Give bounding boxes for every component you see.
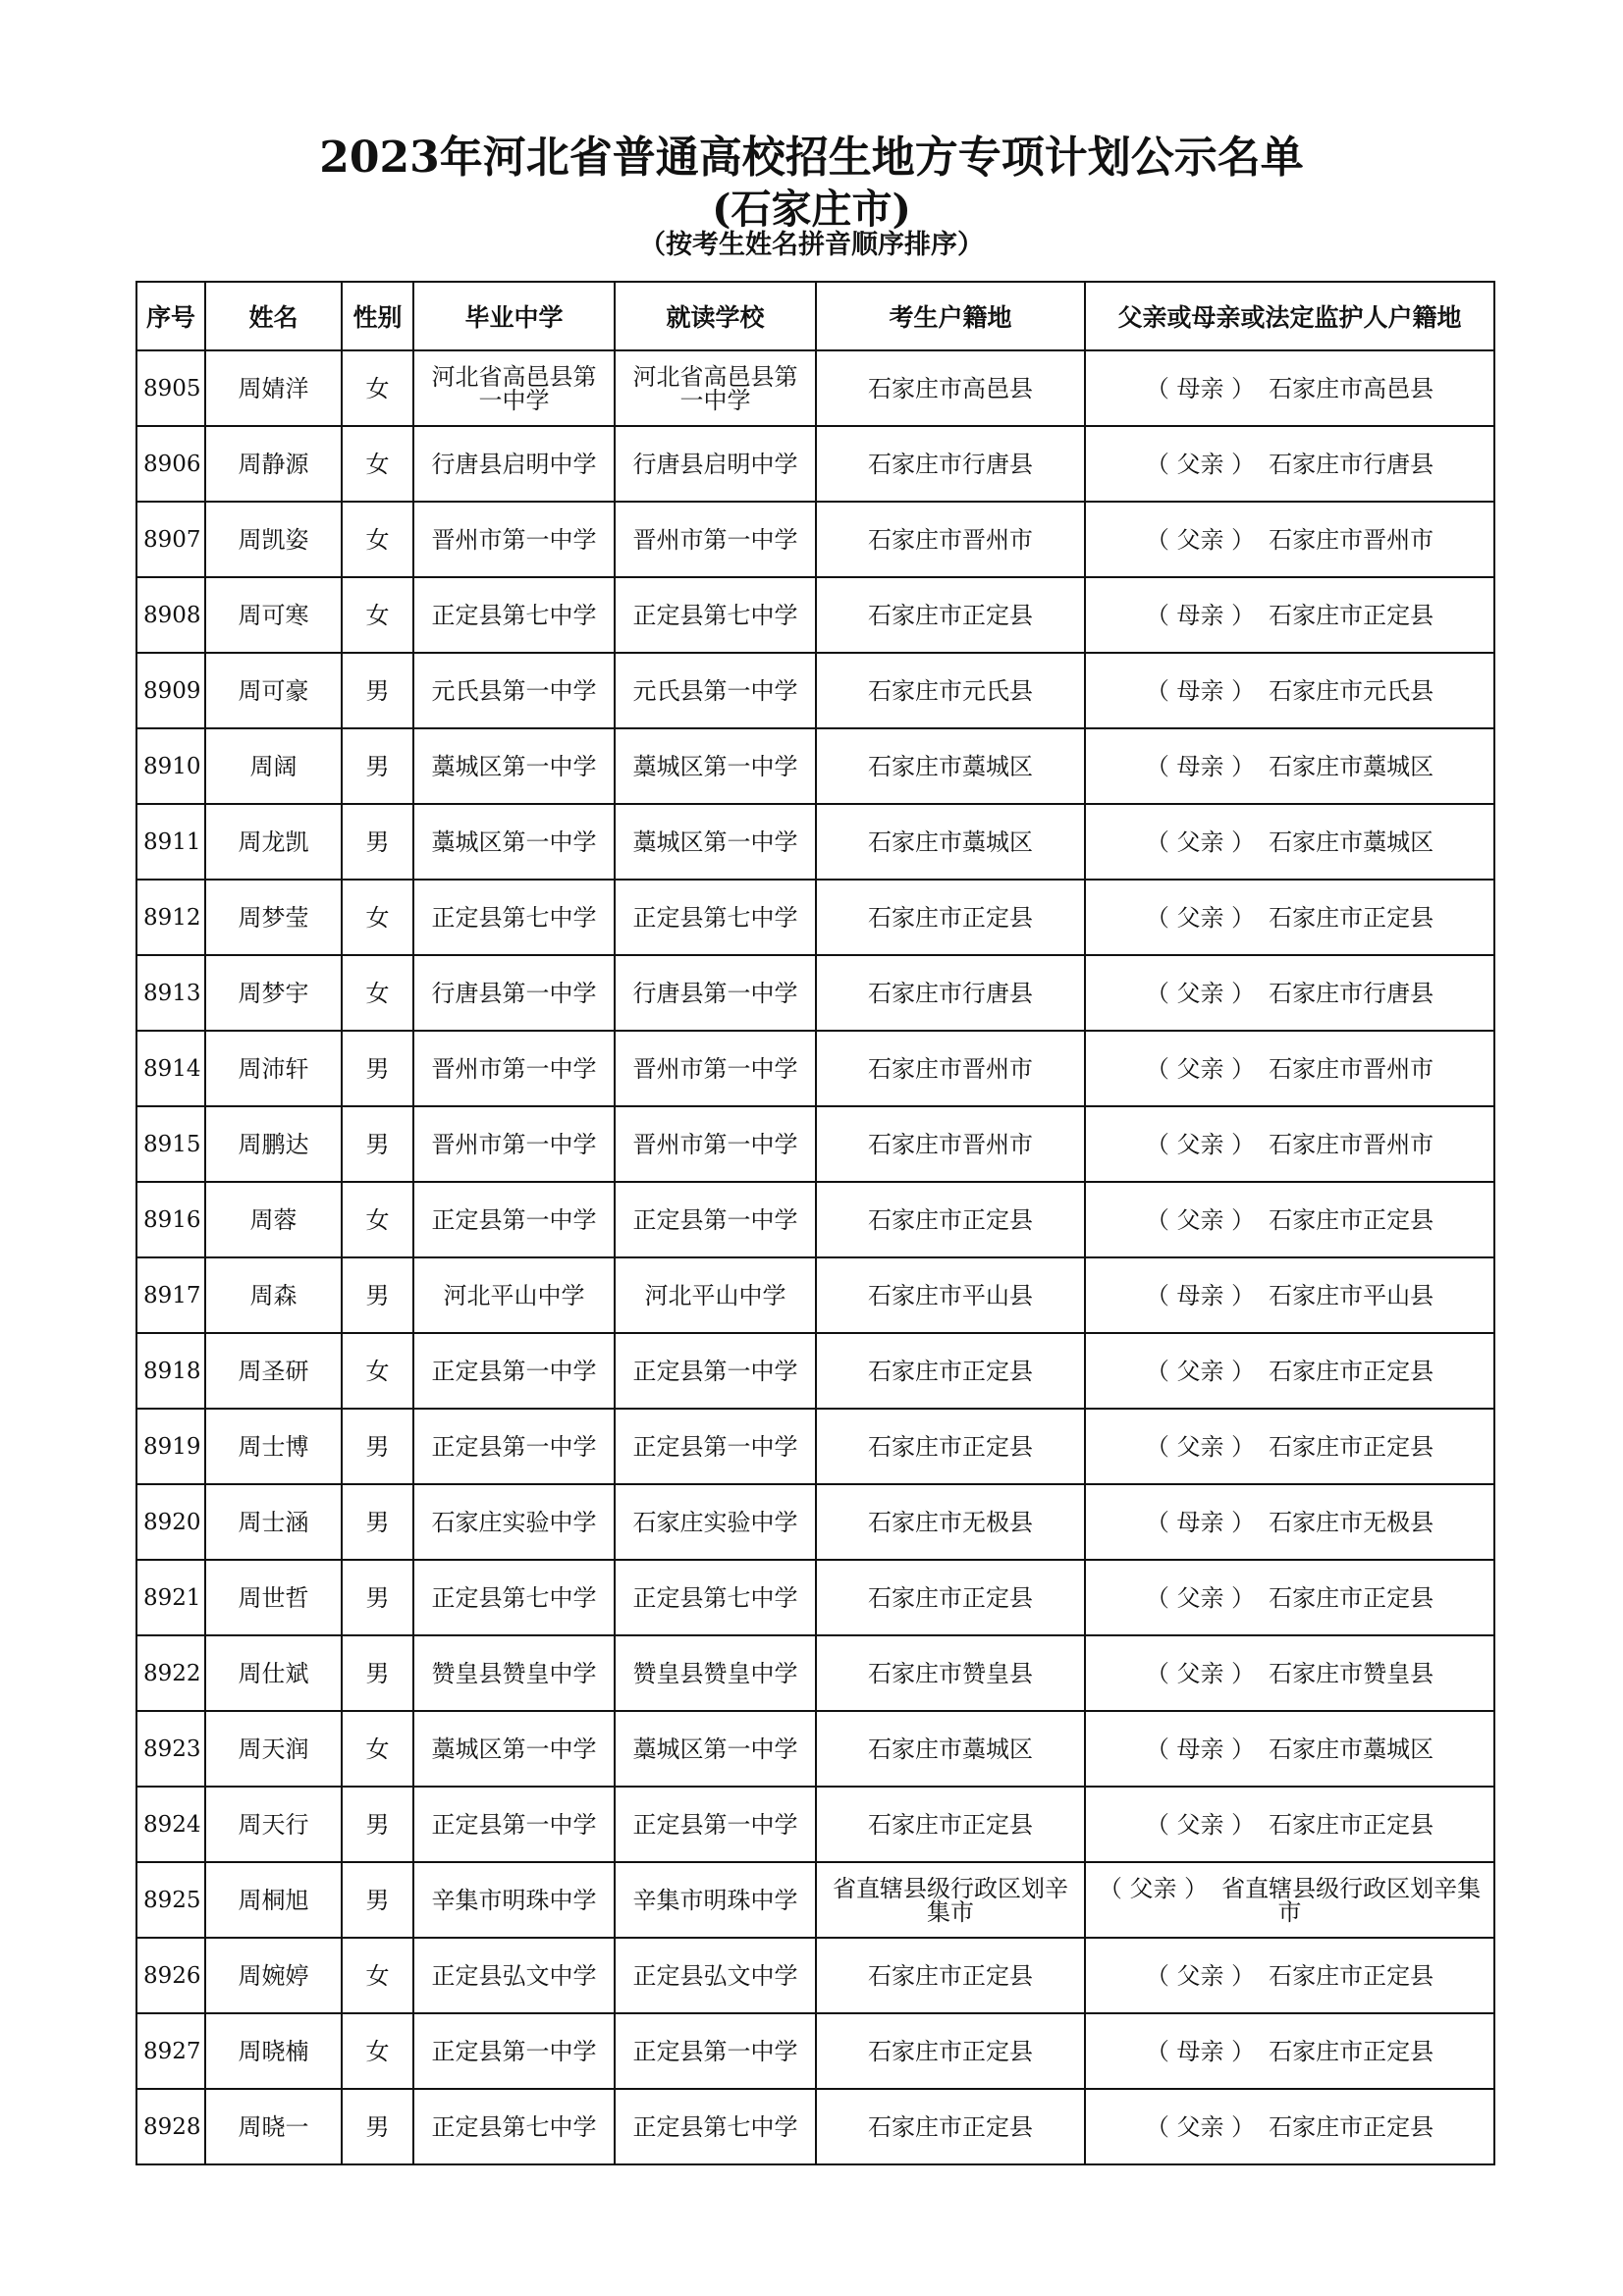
cell-current-school: 晋州市第一中学 bbox=[615, 1106, 816, 1182]
guardian-relation: （ 父亲 ） bbox=[1145, 1810, 1256, 1839]
cell-guardian bbox=[1085, 350, 1494, 426]
cell-current-school: 正定县第一中学 bbox=[615, 2013, 816, 2089]
cell-grad-school: 正定县第七中学 bbox=[413, 880, 615, 955]
guardian-place: 石家庄市晋州市 bbox=[1269, 1130, 1434, 1158]
cell-guardian bbox=[1085, 2089, 1494, 2164]
cell-gender: 女 bbox=[342, 1938, 413, 2013]
cell-grad-school: 正定县第一中学 bbox=[413, 1333, 615, 1409]
cell-guardian bbox=[1085, 955, 1494, 1031]
cell-gender: 女 bbox=[342, 502, 413, 577]
cell-current-school: 正定县弘文中学 bbox=[615, 1938, 816, 2013]
cell-grad-school: 辛集市明珠中学 bbox=[413, 1862, 615, 1938]
cell-name: 周世哲 bbox=[205, 1560, 342, 1635]
header-guardian-residence: 父亲或母亲或法定监护人户籍地 bbox=[1085, 282, 1494, 350]
cell-gender: 男 bbox=[342, 1257, 413, 1333]
page-subtitle: (石家庄市) bbox=[712, 186, 911, 233]
cell-seq: 8921 bbox=[136, 1560, 205, 1635]
table-row bbox=[136, 1106, 1494, 1182]
cell-guardian bbox=[1085, 577, 1494, 653]
cell-gender: 女 bbox=[342, 1182, 413, 1257]
cell-residence: 石家庄市赞皇县 bbox=[816, 1635, 1085, 1711]
cell-current-school: 元氏县第一中学 bbox=[615, 653, 816, 728]
cell-current-school: 正定县第一中学 bbox=[615, 1182, 816, 1257]
cell-guardian bbox=[1085, 426, 1494, 502]
table-row bbox=[136, 2013, 1494, 2089]
guardian-relation: （ 父亲 ） bbox=[1145, 1432, 1256, 1461]
cell-seq: 8908 bbox=[136, 577, 205, 653]
cell-grad-school: 正定县第一中学 bbox=[413, 1182, 615, 1257]
guardian-place: 石家庄市藁城区 bbox=[1269, 1735, 1434, 1763]
cell-grad-school: 晋州市第一中学 bbox=[413, 1106, 615, 1182]
cell-current-school: 石家庄实验中学 bbox=[615, 1484, 816, 1560]
cell-guardian bbox=[1085, 1635, 1494, 1711]
guardian-relation: （ 父亲 ） bbox=[1145, 525, 1256, 554]
cell-seq: 8916 bbox=[136, 1182, 205, 1257]
cell-current-school: 正定县第一中学 bbox=[615, 1333, 816, 1409]
table-row bbox=[136, 350, 1494, 426]
header-grad-school: 毕业中学 bbox=[413, 282, 615, 350]
cell-current-school: 藁城区第一中学 bbox=[615, 1711, 816, 1787]
cell-residence: 省直辖县级行政区划辛集市 bbox=[816, 1862, 1085, 1938]
table-row bbox=[136, 728, 1494, 804]
table-row bbox=[136, 1862, 1494, 1938]
guardian-relation: （ 父亲 ） bbox=[1145, 903, 1256, 932]
guardian-place: 石家庄市高邑县 bbox=[1269, 374, 1434, 402]
table-row bbox=[136, 653, 1494, 728]
guardian-place: 石家庄市藁城区 bbox=[1269, 752, 1434, 780]
cell-name: 周晓一 bbox=[205, 2089, 342, 2164]
cell-gender: 女 bbox=[342, 955, 413, 1031]
guardian-relation: （ 母亲 ） bbox=[1145, 752, 1256, 780]
cell-current-school: 晋州市第一中学 bbox=[615, 1031, 816, 1106]
cell-grad-school: 正定县第一中学 bbox=[413, 2013, 615, 2089]
cell-name: 周阔 bbox=[205, 728, 342, 804]
cell-guardian bbox=[1085, 804, 1494, 880]
guardian-relation: （ 父亲 ） bbox=[1145, 1205, 1256, 1234]
cell-name: 周天润 bbox=[205, 1711, 342, 1787]
table-row bbox=[136, 1257, 1494, 1333]
guardian-relation: （ 父亲 ） bbox=[1098, 1874, 1209, 1902]
guardian-place: 石家庄市赞皇县 bbox=[1269, 1659, 1434, 1687]
cell-name: 周梦宇 bbox=[205, 955, 342, 1031]
cell-name: 周士涵 bbox=[205, 1484, 342, 1560]
guardian-relation: （ 母亲 ） bbox=[1145, 374, 1256, 402]
guardian-relation: （ 父亲 ） bbox=[1145, 2112, 1256, 2141]
page-title: 2023年河北省普通高校招生地方专项计划公示名单 bbox=[319, 133, 1304, 183]
cell-grad-school: 藁城区第一中学 bbox=[413, 728, 615, 804]
cell-residence: 石家庄市行唐县 bbox=[816, 955, 1085, 1031]
cell-grad-school: 晋州市第一中学 bbox=[413, 502, 615, 577]
cell-gender: 女 bbox=[342, 577, 413, 653]
cell-grad-school: 正定县第一中学 bbox=[413, 1409, 615, 1484]
guardian-relation: （ 父亲 ） bbox=[1145, 1357, 1256, 1385]
cell-residence: 石家庄市正定县 bbox=[816, 2013, 1085, 2089]
cell-seq: 8915 bbox=[136, 1106, 205, 1182]
guardian-place: 石家庄市正定县 bbox=[1269, 1810, 1434, 1839]
guardian-place: 石家庄市平山县 bbox=[1269, 1281, 1434, 1309]
cell-name: 周可豪 bbox=[205, 653, 342, 728]
cell-gender: 男 bbox=[342, 1484, 413, 1560]
cell-gender: 女 bbox=[342, 1711, 413, 1787]
cell-grad-school: 正定县第七中学 bbox=[413, 577, 615, 653]
guardian-place: 石家庄市元氏县 bbox=[1269, 676, 1434, 705]
cell-name: 周晓楠 bbox=[205, 2013, 342, 2089]
cell-gender: 男 bbox=[342, 728, 413, 804]
cell-grad-school: 河北平山中学 bbox=[413, 1257, 615, 1333]
cell-residence: 石家庄市藁城区 bbox=[816, 804, 1085, 880]
table-row bbox=[136, 1938, 1494, 2013]
cell-residence: 石家庄市晋州市 bbox=[816, 1031, 1085, 1106]
cell-residence: 石家庄市元氏县 bbox=[816, 653, 1085, 728]
cell-name: 周龙凯 bbox=[205, 804, 342, 880]
table-row bbox=[136, 577, 1494, 653]
cell-grad-school: 正定县弘文中学 bbox=[413, 1938, 615, 2013]
cell-name: 周天行 bbox=[205, 1787, 342, 1862]
guardian-relation: （ 父亲 ） bbox=[1145, 828, 1256, 856]
guardian-place: 石家庄市无极县 bbox=[1269, 1508, 1434, 1536]
header-current-school: 就读学校 bbox=[615, 282, 816, 350]
table-row bbox=[136, 426, 1494, 502]
cell-grad-school: 正定县第一中学 bbox=[413, 1787, 615, 1862]
header-seq: 序号 bbox=[136, 282, 205, 350]
cell-current-school: 河北平山中学 bbox=[615, 1257, 816, 1333]
cell-grad-school: 正定县第七中学 bbox=[413, 2089, 615, 2164]
guardian-relation: （ 母亲 ） bbox=[1145, 1281, 1256, 1309]
header-row bbox=[136, 282, 1494, 350]
cell-guardian bbox=[1085, 2013, 1494, 2089]
guardian-relation: （ 父亲 ） bbox=[1145, 1961, 1256, 1990]
cell-seq: 8918 bbox=[136, 1333, 205, 1409]
table-row bbox=[136, 2089, 1494, 2164]
cell-grad-school: 行唐县启明中学 bbox=[413, 426, 615, 502]
cell-name: 周鹏达 bbox=[205, 1106, 342, 1182]
cell-gender: 女 bbox=[342, 426, 413, 502]
cell-gender: 男 bbox=[342, 1635, 413, 1711]
guardian-relation: （ 母亲 ） bbox=[1145, 2037, 1256, 2065]
header-name: 姓名 bbox=[205, 282, 342, 350]
cell-name: 周森 bbox=[205, 1257, 342, 1333]
cell-current-school: 赞皇县赞皇中学 bbox=[615, 1635, 816, 1711]
cell-seq: 8926 bbox=[136, 1938, 205, 2013]
table-row bbox=[136, 502, 1494, 577]
guardian-place: 石家庄市正定县 bbox=[1269, 1961, 1434, 1990]
cell-guardian bbox=[1085, 653, 1494, 728]
cell-seq: 8928 bbox=[136, 2089, 205, 2164]
cell-name: 周静源 bbox=[205, 426, 342, 502]
cell-gender: 男 bbox=[342, 653, 413, 728]
guardian-relation: （ 父亲 ） bbox=[1145, 1659, 1256, 1687]
guardian-place: 石家庄市正定县 bbox=[1269, 1432, 1434, 1461]
guardian-relation: （ 母亲 ） bbox=[1145, 1508, 1256, 1536]
guardian-relation: （ 父亲 ） bbox=[1145, 1130, 1256, 1158]
cell-grad-school: 晋州市第一中学 bbox=[413, 1031, 615, 1106]
cell-name: 周可寒 bbox=[205, 577, 342, 653]
cell-seq: 8905 bbox=[136, 350, 205, 426]
cell-name: 周沛轩 bbox=[205, 1031, 342, 1106]
cell-residence: 石家庄市正定县 bbox=[816, 1787, 1085, 1862]
cell-grad-school: 正定县第七中学 bbox=[413, 1560, 615, 1635]
cell-seq: 8923 bbox=[136, 1711, 205, 1787]
guardian-place: 石家庄市行唐县 bbox=[1269, 450, 1434, 478]
guardian-place: 石家庄市正定县 bbox=[1269, 2112, 1434, 2141]
cell-residence: 石家庄市高邑县 bbox=[816, 350, 1085, 426]
cell-residence: 石家庄市正定县 bbox=[816, 577, 1085, 653]
cell-grad-school: 藁城区第一中学 bbox=[413, 804, 615, 880]
cell-seq: 8924 bbox=[136, 1787, 205, 1862]
cell-seq: 8910 bbox=[136, 728, 205, 804]
cell-guardian bbox=[1085, 1257, 1494, 1333]
cell-gender: 男 bbox=[342, 1106, 413, 1182]
cell-seq: 8922 bbox=[136, 1635, 205, 1711]
cell-gender: 男 bbox=[342, 1031, 413, 1106]
cell-current-school: 辛集市明珠中学 bbox=[615, 1862, 816, 1938]
cell-guardian bbox=[1085, 1862, 1494, 1938]
cell-seq: 8909 bbox=[136, 653, 205, 728]
guardian-relation: （ 父亲 ） bbox=[1145, 979, 1256, 1007]
cell-current-school: 藁城区第一中学 bbox=[615, 804, 816, 880]
cell-current-school: 正定县第七中学 bbox=[615, 2089, 816, 2164]
cell-seq: 8912 bbox=[136, 880, 205, 955]
guardian-place: 石家庄市晋州市 bbox=[1269, 525, 1434, 554]
cell-grad-school: 河北省高邑县第一中学 bbox=[413, 350, 615, 426]
header-residence: 考生户籍地 bbox=[816, 282, 1085, 350]
cell-guardian bbox=[1085, 1333, 1494, 1409]
cell-seq: 8920 bbox=[136, 1484, 205, 1560]
guardian-place: 石家庄市晋州市 bbox=[1269, 1054, 1434, 1083]
cell-gender: 男 bbox=[342, 1409, 413, 1484]
cell-seq: 8911 bbox=[136, 804, 205, 880]
table-row bbox=[136, 1333, 1494, 1409]
table-row bbox=[136, 1182, 1494, 1257]
cell-seq: 8927 bbox=[136, 2013, 205, 2089]
guardian-relation: （ 母亲 ） bbox=[1145, 601, 1256, 629]
cell-gender: 男 bbox=[342, 2089, 413, 2164]
cell-guardian bbox=[1085, 1031, 1494, 1106]
cell-residence: 石家庄市藁城区 bbox=[816, 728, 1085, 804]
cell-current-school: 行唐县第一中学 bbox=[615, 955, 816, 1031]
cell-guardian bbox=[1085, 728, 1494, 804]
guardian-place: 石家庄市正定县 bbox=[1269, 2037, 1434, 2065]
cell-residence: 石家庄市无极县 bbox=[816, 1484, 1085, 1560]
cell-gender: 男 bbox=[342, 1787, 413, 1862]
table-row bbox=[136, 1409, 1494, 1484]
cell-current-school: 正定县第七中学 bbox=[615, 577, 816, 653]
guardian-place: 石家庄市行唐县 bbox=[1269, 979, 1434, 1007]
cell-guardian bbox=[1085, 1409, 1494, 1484]
cell-name: 周士博 bbox=[205, 1409, 342, 1484]
cell-gender: 女 bbox=[342, 880, 413, 955]
cell-current-school: 正定县第一中学 bbox=[615, 1409, 816, 1484]
guardian-place: 石家庄市正定县 bbox=[1269, 1357, 1434, 1385]
guardian-relation: （ 父亲 ） bbox=[1145, 1583, 1256, 1612]
cell-name: 周圣研 bbox=[205, 1333, 342, 1409]
cell-seq: 8914 bbox=[136, 1031, 205, 1106]
cell-current-school: 河北省高邑县第一中学 bbox=[615, 350, 816, 426]
cell-guardian bbox=[1085, 502, 1494, 577]
guardian-place: 省直辖县级行政区划辛集市 bbox=[1221, 1874, 1482, 1926]
guardian-place: 石家庄市正定县 bbox=[1269, 903, 1434, 932]
cell-gender: 女 bbox=[342, 350, 413, 426]
guardian-place: 石家庄市正定县 bbox=[1269, 1205, 1434, 1234]
cell-name: 周桐旭 bbox=[205, 1862, 342, 1938]
cell-guardian bbox=[1085, 880, 1494, 955]
cell-current-school: 藁城区第一中学 bbox=[615, 728, 816, 804]
cell-residence: 石家庄市藁城区 bbox=[816, 1711, 1085, 1787]
cell-guardian bbox=[1085, 1484, 1494, 1560]
cell-seq: 8919 bbox=[136, 1409, 205, 1484]
cell-grad-school: 藁城区第一中学 bbox=[413, 1711, 615, 1787]
cell-name: 周婉婷 bbox=[205, 1938, 342, 2013]
roster-table bbox=[135, 281, 1495, 2165]
cell-residence: 石家庄市正定县 bbox=[816, 880, 1085, 955]
cell-gender: 男 bbox=[342, 1560, 413, 1635]
cell-current-school: 正定县第七中学 bbox=[615, 880, 816, 955]
cell-gender: 男 bbox=[342, 804, 413, 880]
cell-residence: 石家庄市正定县 bbox=[816, 1333, 1085, 1409]
guardian-place: 石家庄市正定县 bbox=[1269, 601, 1434, 629]
cell-residence: 石家庄市晋州市 bbox=[816, 502, 1085, 577]
guardian-place: 石家庄市藁城区 bbox=[1269, 828, 1434, 856]
cell-guardian bbox=[1085, 1182, 1494, 1257]
cell-current-school: 正定县第一中学 bbox=[615, 1787, 816, 1862]
guardian-relation: （ 父亲 ） bbox=[1145, 1054, 1256, 1083]
cell-grad-school: 赞皇县赞皇中学 bbox=[413, 1635, 615, 1711]
table-row bbox=[136, 1711, 1494, 1787]
header-gender: 性别 bbox=[342, 282, 413, 350]
cell-seq: 8917 bbox=[136, 1257, 205, 1333]
table-row bbox=[136, 1560, 1494, 1635]
cell-seq: 8913 bbox=[136, 955, 205, 1031]
cell-residence: 石家庄市正定县 bbox=[816, 1409, 1085, 1484]
cell-guardian bbox=[1085, 1787, 1494, 1862]
cell-grad-school: 石家庄实验中学 bbox=[413, 1484, 615, 1560]
cell-gender: 男 bbox=[342, 1862, 413, 1938]
guardian-relation: （ 母亲 ） bbox=[1145, 1735, 1256, 1763]
cell-residence: 石家庄市晋州市 bbox=[816, 1106, 1085, 1182]
guardian-relation: （ 母亲 ） bbox=[1145, 676, 1256, 705]
cell-guardian bbox=[1085, 1106, 1494, 1182]
cell-residence: 石家庄市正定县 bbox=[816, 1938, 1085, 2013]
cell-seq: 8906 bbox=[136, 426, 205, 502]
table-row bbox=[136, 1635, 1494, 1711]
cell-name: 周仕斌 bbox=[205, 1635, 342, 1711]
cell-seq: 8907 bbox=[136, 502, 205, 577]
cell-seq: 8925 bbox=[136, 1862, 205, 1938]
cell-residence: 石家庄市正定县 bbox=[816, 2089, 1085, 2164]
cell-guardian bbox=[1085, 1560, 1494, 1635]
cell-residence: 石家庄市平山县 bbox=[816, 1257, 1085, 1333]
cell-name: 周凯姿 bbox=[205, 502, 342, 577]
cell-current-school: 晋州市第一中学 bbox=[615, 502, 816, 577]
table-row bbox=[136, 880, 1494, 955]
cell-name: 周蓉 bbox=[205, 1182, 342, 1257]
cell-guardian bbox=[1085, 1938, 1494, 2013]
table-row bbox=[136, 955, 1494, 1031]
cell-grad-school: 元氏县第一中学 bbox=[413, 653, 615, 728]
guardian-relation: （ 父亲 ） bbox=[1145, 450, 1256, 478]
cell-guardian bbox=[1085, 1711, 1494, 1787]
cell-name: 周婧洋 bbox=[205, 350, 342, 426]
table-row bbox=[136, 1031, 1494, 1106]
cell-current-school: 行唐县启明中学 bbox=[615, 426, 816, 502]
cell-residence: 石家庄市正定县 bbox=[816, 1182, 1085, 1257]
cell-gender: 女 bbox=[342, 2013, 413, 2089]
table-row bbox=[136, 804, 1494, 880]
sort-note: （按考生姓名拼音顺序排序） bbox=[639, 230, 984, 260]
table-row bbox=[136, 1787, 1494, 1862]
cell-current-school: 正定县第七中学 bbox=[615, 1560, 816, 1635]
cell-grad-school: 行唐县第一中学 bbox=[413, 955, 615, 1031]
guardian-place: 石家庄市正定县 bbox=[1269, 1583, 1434, 1612]
cell-gender: 女 bbox=[342, 1333, 413, 1409]
cell-residence: 石家庄市行唐县 bbox=[816, 426, 1085, 502]
table-row bbox=[136, 1484, 1494, 1560]
cell-residence: 石家庄市正定县 bbox=[816, 1560, 1085, 1635]
cell-name: 周梦莹 bbox=[205, 880, 342, 955]
